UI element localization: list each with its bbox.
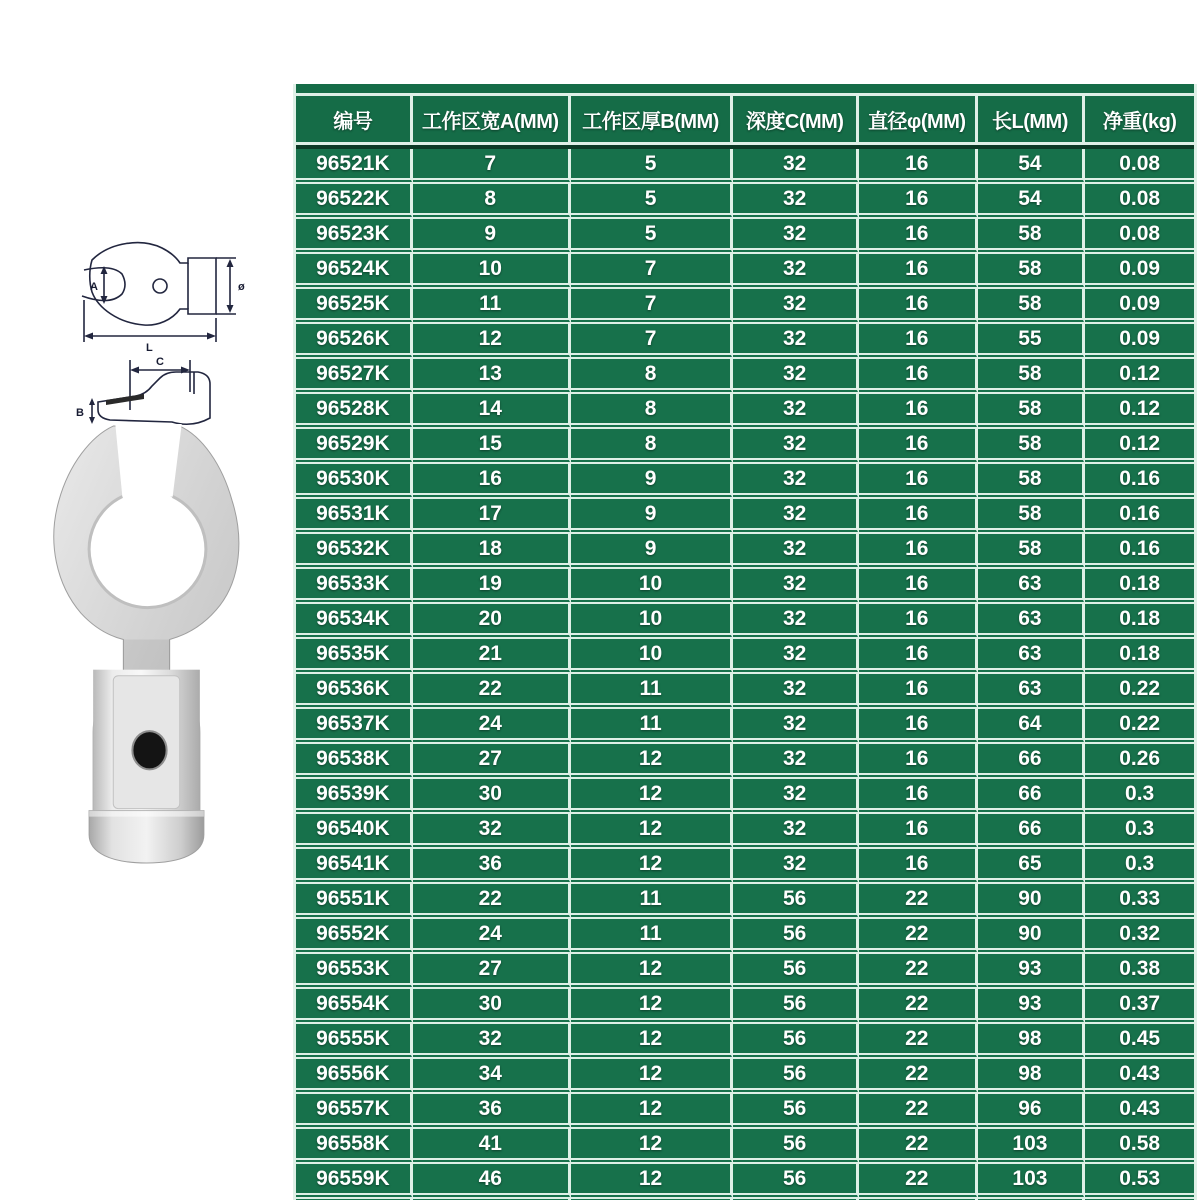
spec-cell: 58 — [978, 289, 1086, 324]
spec-cell: 7 — [571, 289, 734, 324]
table-row — [296, 1164, 1194, 1199]
spec-cell: 103 — [978, 1129, 1086, 1164]
spec-cell: 58 — [978, 394, 1086, 429]
table-row — [296, 1094, 1194, 1129]
spec-cell: 56 — [733, 919, 859, 954]
dim-label-thickness: B — [76, 407, 84, 419]
spec-cell: 56 — [733, 989, 859, 1024]
spec-cell: 9 — [571, 464, 734, 499]
spec-cell: 93 — [978, 954, 1086, 989]
spec-cell: 56 — [733, 1024, 859, 1059]
spec-cell: 19 — [413, 569, 571, 604]
spec-cell: 63 — [978, 639, 1086, 674]
spec-cell: 16 — [859, 429, 978, 464]
part-number-cell: 96534K — [296, 604, 413, 639]
part-number-cell: 96551K — [296, 884, 413, 919]
spec-cell: 0.37 — [1085, 989, 1194, 1024]
part-number-cell: 96553K — [296, 954, 413, 989]
spec-cell: 98 — [978, 1024, 1086, 1059]
spec-cell: 58 — [978, 429, 1086, 464]
part-number-cell: 96529K — [296, 429, 413, 464]
spec-cell: 7 — [413, 149, 571, 184]
spec-cell: 0.53 — [1085, 1164, 1194, 1199]
spec-cell: 32 — [733, 814, 859, 849]
spec-cell: 16 — [859, 639, 978, 674]
spec-cell: 16 — [859, 849, 978, 884]
spec-cell: 0.43 — [1085, 1059, 1194, 1094]
table-row — [296, 254, 1194, 289]
table-row — [296, 884, 1194, 919]
spec-cell: 0.08 — [1085, 184, 1194, 219]
column-header: 深度C(MM) — [733, 96, 859, 145]
spec-cell: 90 — [978, 884, 1086, 919]
column-header: 编号 — [296, 96, 413, 145]
product-photo — [28, 418, 266, 866]
spec-cell: 22 — [413, 884, 571, 919]
spec-cell: 8 — [571, 394, 734, 429]
spec-cell: 0.09 — [1085, 289, 1194, 324]
diagram-side-view — [76, 356, 210, 424]
spec-cell: 5 — [571, 149, 734, 184]
spec-cell: 32 — [733, 394, 859, 429]
spec-cell: 16 — [859, 149, 978, 184]
spec-cell: 55 — [978, 324, 1086, 359]
spec-cell: 103 — [978, 1164, 1086, 1199]
spec-cell: 0.58 — [1085, 1129, 1194, 1164]
spec-cell: 0.12 — [1085, 429, 1194, 464]
spec-cell: 12 — [413, 324, 571, 359]
spec-cell: 66 — [978, 814, 1086, 849]
table-row — [296, 954, 1194, 989]
spec-cell: 27 — [413, 954, 571, 989]
table-row — [296, 709, 1194, 744]
spec-cell: 0.08 — [1085, 219, 1194, 254]
spec-cell: 56 — [733, 1059, 859, 1094]
spec-cell: 46 — [413, 1164, 571, 1199]
table-row — [296, 779, 1194, 814]
spec-cell: 16 — [859, 254, 978, 289]
spec-cell: 24 — [413, 709, 571, 744]
spec-cell: 30 — [413, 779, 571, 814]
spec-cell: 32 — [733, 149, 859, 184]
spec-cell: 32 — [733, 219, 859, 254]
spec-cell: 0.18 — [1085, 639, 1194, 674]
spec-cell: 16 — [859, 744, 978, 779]
part-number-cell: 96555K — [296, 1024, 413, 1059]
table-row — [296, 569, 1194, 604]
spec-cell: 0.32 — [1085, 919, 1194, 954]
spec-cell: 90 — [978, 919, 1086, 954]
spec-cell: 32 — [733, 674, 859, 709]
spec-cell: 22 — [859, 989, 978, 1024]
spec-cell: 11 — [571, 919, 734, 954]
spec-cell: 11 — [571, 674, 734, 709]
table-row — [296, 1129, 1194, 1164]
part-number-cell: 96527K — [296, 359, 413, 394]
column-header: 长L(MM) — [978, 96, 1086, 145]
tech-diagram — [68, 230, 253, 435]
table-row — [296, 184, 1194, 219]
spec-cell: 22 — [859, 1164, 978, 1199]
spec-cell: 16 — [859, 814, 978, 849]
dim-label-a: A — [90, 281, 98, 293]
spec-cell: 32 — [733, 604, 859, 639]
table-row — [296, 989, 1194, 1024]
table-row — [296, 849, 1194, 884]
table-row — [296, 534, 1194, 569]
spec-cell: 0.3 — [1085, 849, 1194, 884]
spec-cell: 0.38 — [1085, 954, 1194, 989]
spec-cell: 56 — [733, 1164, 859, 1199]
spec-cell: 0.18 — [1085, 604, 1194, 639]
spec-cell: 0.3 — [1085, 779, 1194, 814]
spec-cell: 32 — [413, 1024, 571, 1059]
table-row — [296, 604, 1194, 639]
spec-cell: 32 — [733, 569, 859, 604]
table-row — [296, 464, 1194, 499]
part-number-cell: 96557K — [296, 1094, 413, 1129]
spec-cell: 12 — [571, 779, 734, 814]
spec-cell: 8 — [571, 359, 734, 394]
spec-cell: 13 — [413, 359, 571, 394]
part-number-cell: 96538K — [296, 744, 413, 779]
spec-cell: 9 — [571, 499, 734, 534]
spec-cell: 15 — [413, 429, 571, 464]
spec-cell: 22 — [859, 884, 978, 919]
spec-cell: 16 — [859, 499, 978, 534]
spec-cell: 56 — [733, 884, 859, 919]
part-number-cell: 96559K — [296, 1164, 413, 1199]
spec-table-wrap — [293, 84, 1197, 1200]
spec-table — [296, 96, 1194, 1200]
spec-cell: 20 — [413, 604, 571, 639]
spec-cell: 32 — [733, 534, 859, 569]
part-number-cell: 96528K — [296, 394, 413, 429]
spec-cell: 22 — [859, 1094, 978, 1129]
diagram-top-view — [82, 243, 245, 354]
spec-cell: 9 — [571, 534, 734, 569]
spec-cell: 54 — [978, 149, 1086, 184]
spec-cell: 32 — [413, 814, 571, 849]
spec-cell: 58 — [978, 254, 1086, 289]
spec-cell: 16 — [859, 709, 978, 744]
spec-cell: 27 — [413, 744, 571, 779]
spec-cell: 18 — [413, 534, 571, 569]
spec-cell: 0.16 — [1085, 464, 1194, 499]
spec-cell: 93 — [978, 989, 1086, 1024]
column-header: 直径φ(MM) — [859, 96, 978, 145]
table-row — [296, 499, 1194, 534]
spec-cell: 56 — [733, 954, 859, 989]
dim-label-diameter: ø — [238, 281, 245, 293]
spec-cell: 10 — [571, 569, 734, 604]
spec-cell: 32 — [733, 254, 859, 289]
spec-cell: 0.09 — [1085, 324, 1194, 359]
spec-cell: 0.16 — [1085, 499, 1194, 534]
part-number-cell: 96539K — [296, 779, 413, 814]
spec-cell: 32 — [733, 639, 859, 674]
spec-cell: 66 — [978, 779, 1086, 814]
spec-cell: 32 — [733, 499, 859, 534]
table-row — [296, 919, 1194, 954]
spec-cell: 63 — [978, 604, 1086, 639]
part-number-cell: 96532K — [296, 534, 413, 569]
spec-cell: 0.12 — [1085, 394, 1194, 429]
table-row — [296, 359, 1194, 394]
part-number-cell: 96533K — [296, 569, 413, 604]
table-row — [296, 1059, 1194, 1094]
spec-cell: 36 — [413, 849, 571, 884]
spec-cell: 16 — [859, 324, 978, 359]
spec-cell: 11 — [571, 709, 734, 744]
spec-cell: 58 — [978, 499, 1086, 534]
part-number-cell: 96537K — [296, 709, 413, 744]
spec-cell: 32 — [733, 709, 859, 744]
spec-cell: 32 — [733, 744, 859, 779]
header-row — [296, 96, 1194, 145]
spec-cell: 0.26 — [1085, 744, 1194, 779]
table-row — [296, 149, 1194, 184]
table-row — [296, 814, 1194, 849]
column-header: 净重(kg) — [1085, 96, 1194, 145]
part-number-cell: 96552K — [296, 919, 413, 954]
spec-cell: 16 — [859, 219, 978, 254]
spec-cell: 41 — [413, 1129, 571, 1164]
spec-cell: 17 — [413, 499, 571, 534]
spec-cell: 96 — [978, 1094, 1086, 1129]
spec-cell: 5 — [571, 184, 734, 219]
table-row — [296, 219, 1194, 254]
table-row — [296, 674, 1194, 709]
spec-cell: 58 — [978, 219, 1086, 254]
spec-cell: 0.08 — [1085, 149, 1194, 184]
spec-cell: 14 — [413, 394, 571, 429]
table-row — [296, 429, 1194, 464]
part-number-cell: 96541K — [296, 849, 413, 884]
spec-cell: 66 — [978, 744, 1086, 779]
spec-cell: 12 — [571, 1059, 734, 1094]
spec-cell: 36 — [413, 1094, 571, 1129]
part-number-cell: 96523K — [296, 219, 413, 254]
spec-cell: 16 — [859, 464, 978, 499]
spec-cell: 16 — [859, 184, 978, 219]
spec-cell: 12 — [571, 849, 734, 884]
spec-cell: 22 — [859, 954, 978, 989]
spec-cell: 16 — [859, 604, 978, 639]
spec-cell: 58 — [978, 464, 1086, 499]
part-number-cell: 96522K — [296, 184, 413, 219]
table-row — [296, 289, 1194, 324]
spec-cell: 32 — [733, 359, 859, 394]
spec-cell: 0.22 — [1085, 709, 1194, 744]
dim-label-depth: C — [156, 356, 164, 368]
spec-cell: 56 — [733, 1129, 859, 1164]
spec-cell: 22 — [413, 674, 571, 709]
spec-cell: 54 — [978, 184, 1086, 219]
part-number-cell: 96531K — [296, 499, 413, 534]
spec-cell: 7 — [571, 254, 734, 289]
spec-cell: 58 — [978, 534, 1086, 569]
dim-label-length: L — [146, 342, 153, 354]
spec-cell: 21 — [413, 639, 571, 674]
spec-cell: 10 — [571, 639, 734, 674]
spec-cell: 16 — [413, 464, 571, 499]
spec-cell: 0.33 — [1085, 884, 1194, 919]
spec-cell: 24 — [413, 919, 571, 954]
spec-cell: 65 — [978, 849, 1086, 884]
spec-cell: 12 — [571, 1164, 734, 1199]
spec-cell: 16 — [859, 674, 978, 709]
part-number-cell: 96536K — [296, 674, 413, 709]
spec-cell: 32 — [733, 184, 859, 219]
spec-cell: 7 — [571, 324, 734, 359]
spec-cell: 12 — [571, 1129, 734, 1164]
spec-cell: 0.3 — [1085, 814, 1194, 849]
column-header: 工作区宽A(MM) — [413, 96, 571, 145]
spec-cell: 22 — [859, 1024, 978, 1059]
spec-cell: 34 — [413, 1059, 571, 1094]
spec-cell: 32 — [733, 779, 859, 814]
spec-cell: 8 — [571, 429, 734, 464]
spec-cell: 0.12 — [1085, 359, 1194, 394]
table-top-border — [296, 84, 1194, 96]
part-number-cell: 96526K — [296, 324, 413, 359]
spec-cell: 16 — [859, 289, 978, 324]
spec-cell: 12 — [571, 744, 734, 779]
spec-cell: 10 — [413, 254, 571, 289]
table-row — [296, 639, 1194, 674]
part-number-cell: 96558K — [296, 1129, 413, 1164]
part-number-cell: 96530K — [296, 464, 413, 499]
spec-cell: 98 — [978, 1059, 1086, 1094]
spec-cell: 64 — [978, 709, 1086, 744]
spec-cell: 5 — [571, 219, 734, 254]
spec-cell: 12 — [571, 814, 734, 849]
part-number-cell: 96521K — [296, 149, 413, 184]
spec-cell: 10 — [571, 604, 734, 639]
spec-cell: 0.18 — [1085, 569, 1194, 604]
spec-cell: 16 — [859, 394, 978, 429]
spec-cell: 22 — [859, 1129, 978, 1164]
spec-cell: 12 — [571, 989, 734, 1024]
part-number-cell: 96556K — [296, 1059, 413, 1094]
wrench-head-illustration — [54, 424, 239, 863]
spec-cell: 12 — [571, 954, 734, 989]
spec-cell: 32 — [733, 429, 859, 464]
spec-cell: 0.43 — [1085, 1094, 1194, 1129]
spec-cell: 0.45 — [1085, 1024, 1194, 1059]
spec-cell: 16 — [859, 569, 978, 604]
spec-cell: 9 — [413, 219, 571, 254]
part-number-cell: 96554K — [296, 989, 413, 1024]
spec-cell: 0.22 — [1085, 674, 1194, 709]
column-header: 工作区厚B(MM) — [571, 96, 734, 145]
spec-cell: 16 — [859, 779, 978, 814]
spec-cell: 58 — [978, 359, 1086, 394]
spec-cell: 0.09 — [1085, 254, 1194, 289]
spec-cell: 63 — [978, 674, 1086, 709]
spec-cell: 56 — [733, 1094, 859, 1129]
spec-cell: 11 — [571, 884, 734, 919]
spec-cell: 30 — [413, 989, 571, 1024]
spec-cell: 16 — [859, 359, 978, 394]
table-row — [296, 1024, 1194, 1059]
spec-cell: 0.16 — [1085, 534, 1194, 569]
spec-cell: 8 — [413, 184, 571, 219]
spec-cell: 22 — [859, 1059, 978, 1094]
table-row — [296, 744, 1194, 779]
part-number-cell: 96540K — [296, 814, 413, 849]
spec-cell: 11 — [413, 289, 571, 324]
part-number-cell: 96524K — [296, 254, 413, 289]
table-row — [296, 394, 1194, 429]
spec-cell: 22 — [859, 919, 978, 954]
spec-cell: 32 — [733, 289, 859, 324]
part-number-cell: 96525K — [296, 289, 413, 324]
spec-cell: 63 — [978, 569, 1086, 604]
table-row — [296, 324, 1194, 359]
spec-cell: 12 — [571, 1094, 734, 1129]
spec-cell: 12 — [571, 1024, 734, 1059]
spec-cell: 32 — [733, 324, 859, 359]
part-number-cell: 96535K — [296, 639, 413, 674]
spec-cell: 32 — [733, 849, 859, 884]
spec-cell: 32 — [733, 464, 859, 499]
spec-cell: 16 — [859, 534, 978, 569]
